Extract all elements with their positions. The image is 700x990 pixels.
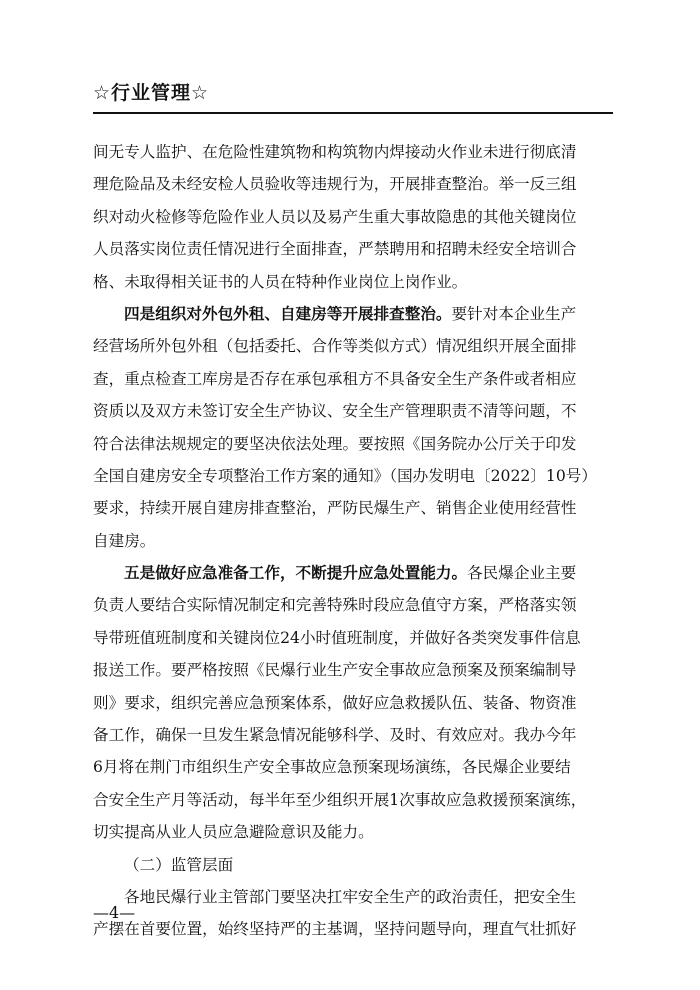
page-number: —4— [93, 903, 136, 922]
paragraph-first-line [93, 298, 613, 330]
subsection-heading: （二）监管层面 [124, 855, 234, 874]
text-line: 查，重点检查工库房是否存在承包承租方不具备安全生产条件或者相应 [93, 369, 577, 388]
text-line: 经营场所外包外租（包括委托、合作等类似方式）情况组织开展全面排 [93, 337, 577, 356]
text-line: 自建房。 [93, 531, 156, 550]
text-line: 导带班值班制度和关键岗位24小时值班制度，并做好各类突发事件信息 [93, 628, 581, 647]
paragraph-text: 要针对本企业生产 [451, 304, 577, 323]
text-line: 备工作，确保一旦发生紧急情况能够科学、及时、有效应对。我办今年 [93, 726, 577, 745]
text-line: 报送工作。要严格按照《民爆行业生产安全事故应急预案及预案编制导 [93, 661, 577, 680]
text-line: 则》要求，组织完善应急预案体系，做好应急救援队伍、装备、物资准 [93, 693, 577, 712]
paragraph-text: 各民爆企业主要 [467, 564, 577, 583]
text-line: 织对动火检修等危险作业人员以及易产生重大事故隐患的其他关键岗位 [93, 207, 577, 226]
text-line: 全国自建房安全专项整治工作方案的通知》（国办发明电〔2022〕10号） [93, 466, 597, 485]
section-title: ☆行业管理☆ [93, 82, 210, 104]
text-line: 合安全生产月等活动，每半年至少组织开展1次事故应急救援预案演练， [93, 790, 587, 809]
text-line: 符合法律法规规定的要坚决依法处理。要按照《国务院办公厅关于印发 [93, 434, 577, 453]
text-line: 间无专人监护、在危险性建筑物和构筑物内焊接动火作业未进行彻底清 [93, 143, 577, 161]
paragraph-item-four [93, 298, 613, 557]
text-line: 负责人要结合实际情况制定和完善特殊时段应急值守方案，严格落实领 [93, 596, 577, 615]
text-line: 资质以及双方未签订安全生产协议、安全生产管理职责不清等问题，不 [93, 402, 577, 421]
paragraph-heading: 四是组织对外包外租、自建房等开展排查整治。 [124, 303, 452, 323]
page-header [93, 80, 613, 106]
paragraph-continued [93, 136, 613, 298]
text-line: 产摆在首要位置，始终坚持严的主基调，坚持问题导向，理直气壮抓好 [93, 920, 577, 939]
paragraph-first-line [93, 557, 613, 589]
header-divider [93, 112, 613, 114]
text-line: 切实提高从业人员应急避险意识及能力。 [93, 823, 374, 842]
paragraph-heading: 五是做好应急准备工作，不断提升应急处置能力。 [124, 563, 468, 583]
text-line: 要求，持续开展自建房排查整治，严防民爆生产、销售企业使用经营性 [93, 499, 577, 518]
text-line: 人员落实岗位责任情况进行全面排查，严禁聘用和招聘未经安全培训合 [93, 240, 577, 259]
document-body [93, 136, 613, 946]
text-line: 格、未取得相关证书的人员在特种作业岗位上岗作业。 [93, 272, 468, 291]
paragraph-item-five [93, 557, 613, 849]
text-line: 6月将在荆门市组织生产安全事故应急预案现场演练，各民爆企业要结 [93, 758, 571, 777]
paragraph-first-line: 各地民爆行业主管部门要坚决扛牢安全生产的政治责任，把安全生 [124, 887, 577, 906]
paragraph-supervision [93, 881, 613, 946]
text-line: 理危险品及未经安检人员验收等违规行为，开展排查整治。举一反三组 [93, 175, 577, 194]
